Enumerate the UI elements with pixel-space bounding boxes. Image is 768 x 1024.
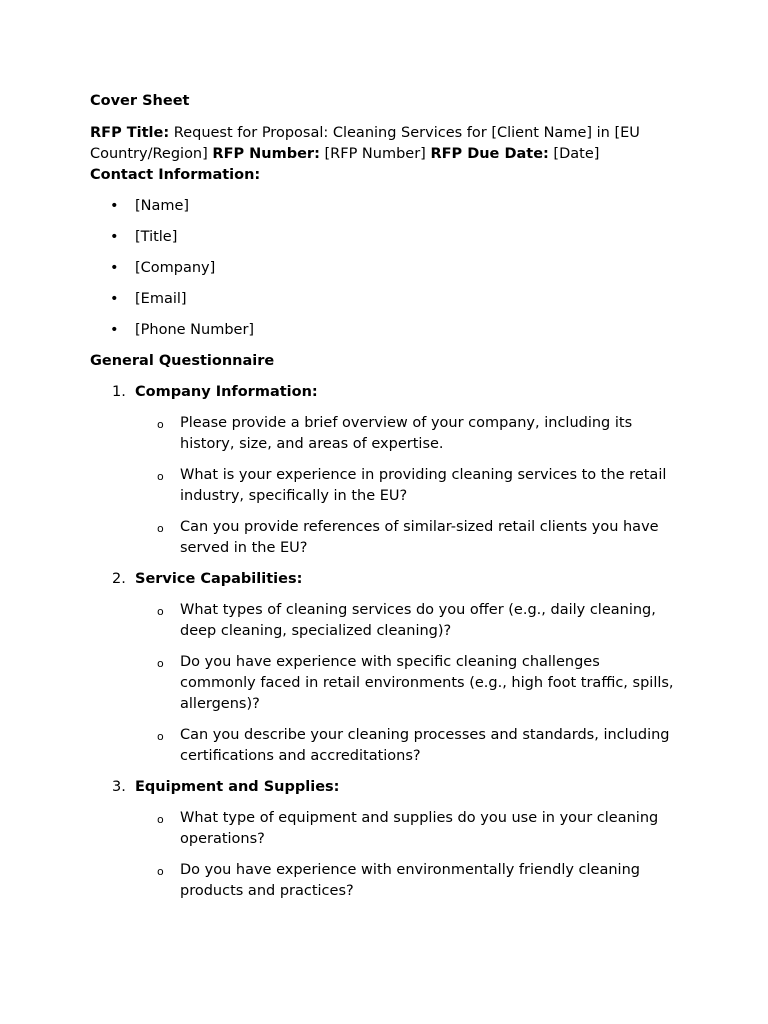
bullet-icon: • [110,198,119,214]
bullet-icon: • [110,229,119,245]
question-item: o What type of equipment and supplies do you use in your cleaning operations? [157,810,659,847]
question-item: o What is your experience in providing cleaning services to the retail industry, specifically in the EU? [157,467,667,504]
general-questionnaire-heading: General Questionnaire [90,353,275,369]
rfp-details [90,123,670,186]
questionnaire-sections [90,382,690,902]
bullet-icon: • [110,291,119,307]
section-number: 3. [112,779,126,795]
cover-sheet-heading: Cover Sheet [90,93,190,109]
section-title: Service Capabilities: [135,571,303,587]
rfp-title-value: Request for Proposal: Cleaning Services for [Client Name] in [EU Country/Region] [90,125,640,162]
contact-item-name: • [Name] [90,196,690,217]
bullet-icon: • [110,322,119,338]
question-item: o Can you provide references of similar-sized retail clients you have served in the EU? [157,519,659,556]
rfp-title-label: RFP Title: [90,125,170,141]
section-title: Equipment and Supplies: [135,779,340,795]
circle-bullet-icon: o [157,605,164,618]
question-list [135,808,690,902]
question-item: o What types of cleaning services do you offer (e.g., daily cleaning, deep cleaning, specialized cleaning)? [157,602,656,639]
circle-bullet-icon: o [157,813,164,826]
circle-bullet-icon: o [157,865,164,878]
section-service-capabilities [90,569,690,767]
question-list [135,600,690,767]
rfp-number-value: [RFP Number] [319,146,431,162]
contact-item-phone: • [Phone Number] [90,320,690,341]
section-title: Company Information: [135,384,318,400]
circle-bullet-icon: o [157,657,164,670]
rfp-due-date-label: RFP Due Date: [430,146,549,162]
contact-information-heading: Contact Information: [90,167,261,183]
circle-bullet-icon: o [157,418,164,431]
rfp-due-date-value: [Date] [548,146,600,162]
question-item: o Can you describe your cleaning processes and standards, including certifications and accreditations? [157,727,670,764]
question-item: o Do you have experience with specific cleaning challenges commonly faced in retail environments (e.g., high foot traffic, spills, allergens)? [157,654,674,712]
contact-list [90,196,690,341]
question-list [135,413,690,559]
contact-item-title: • [Title] [90,227,690,248]
rfp-number-label: RFP Number: [212,146,320,162]
section-equipment-and-supplies [90,777,690,902]
circle-bullet-icon: o [157,522,164,535]
circle-bullet-icon: o [157,730,164,743]
section-number: 1. [112,384,126,400]
question-item: o Please provide a brief overview of your company, including its history, size, and areas of expertise. [157,415,633,452]
bullet-icon: • [110,260,119,276]
document-page [90,91,690,912]
section-number: 2. [112,571,126,587]
contact-item-email: • [Email] [90,289,690,310]
contact-item-company: • [Company] [90,258,690,279]
circle-bullet-icon: o [157,470,164,483]
section-company-information [90,382,690,559]
question-item: o Do you have experience with environmentally friendly cleaning products and practices? [157,862,640,899]
